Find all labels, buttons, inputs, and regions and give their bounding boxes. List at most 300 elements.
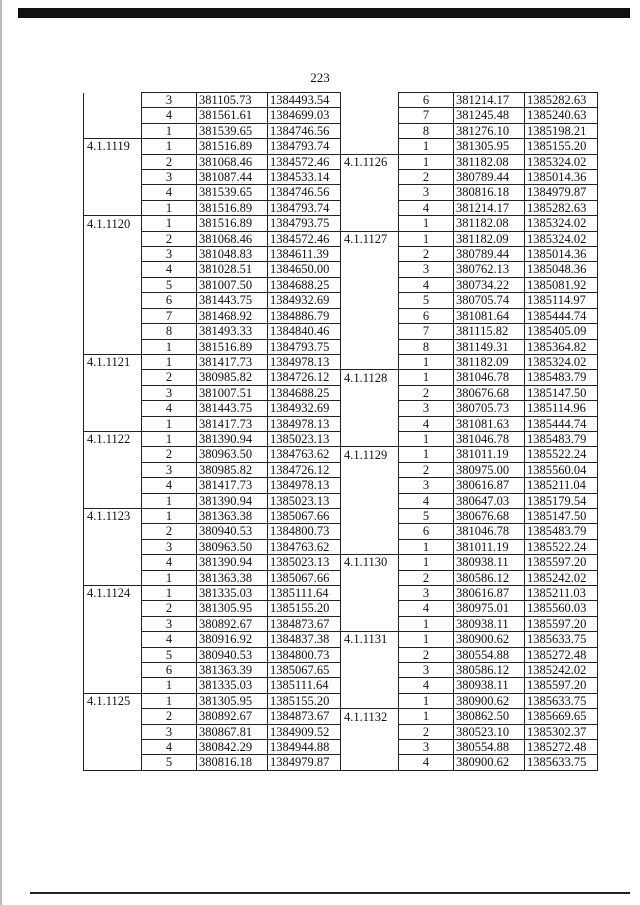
x-coordinate-cell: 380705.73 [454,401,525,416]
table-row [341,478,598,493]
y-coordinate-cell: 1384978.13 [268,478,341,493]
x-coordinate-cell: 381007.51 [197,385,268,400]
x-coordinate-cell: 380900.62 [454,693,525,708]
y-coordinate-cell: 1384909.52 [268,724,341,739]
x-coordinate-cell: 380985.82 [197,462,268,477]
table-row [341,647,598,662]
parcel-id-cell [341,339,399,354]
y-coordinate-cell: 1385522.24 [525,539,598,554]
table-row [84,416,341,431]
x-coordinate-cell: 381516.89 [197,139,268,154]
y-coordinate-cell: 1385048.36 [525,262,598,277]
table-row [84,709,341,724]
x-coordinate-cell: 381539.65 [197,123,268,138]
parcel-id-cell [341,324,399,339]
point-number-cell: 1 [142,354,197,369]
y-coordinate-cell: 1385324.02 [525,216,598,231]
point-number-cell: 4 [142,108,197,123]
table-row [84,647,341,662]
parcel-id-cell: 4.1.1124 [84,586,142,601]
y-coordinate-cell: 1384688.25 [268,385,341,400]
y-coordinate-cell: 1384793.75 [268,339,341,354]
point-number-cell: 5 [142,647,197,662]
y-coordinate-cell: 1385633.75 [525,632,598,647]
point-number-cell: 1 [399,354,454,369]
table-row [341,755,598,770]
y-coordinate-cell: 1385067.66 [268,508,341,523]
parcel-id-cell [341,416,399,431]
x-coordinate-cell: 381214.17 [454,200,525,215]
table-row [84,447,341,462]
table-row [84,478,341,493]
table-row [341,93,598,108]
y-coordinate-cell: 1385023.13 [268,555,341,570]
table-row [84,170,341,185]
x-coordinate-cell: 381182.08 [454,216,525,231]
point-number-cell: 4 [142,478,197,493]
y-coordinate-cell: 1384699.03 [268,108,341,123]
table-row [84,93,341,108]
table-row [341,216,598,231]
x-coordinate-cell: 381493.33 [197,324,268,339]
parcel-id-cell: 4.1.1130 [341,555,399,570]
x-coordinate-cell: 381390.94 [197,431,268,446]
point-number-cell: 5 [399,508,454,523]
parcel-id-cell [341,570,399,585]
table-row [84,231,341,246]
x-coordinate-cell: 380940.53 [197,524,268,539]
x-coordinate-cell: 381046.78 [454,524,525,539]
table-row [341,570,598,585]
parcel-id-cell [84,632,142,647]
point-number-cell: 1 [142,431,197,446]
point-number-cell: 1 [142,216,197,231]
y-coordinate-cell: 1384746.56 [268,185,341,200]
parcel-id-cell [84,524,142,539]
y-coordinate-cell: 1385198.21 [525,123,598,138]
parcel-id-cell [84,185,142,200]
x-coordinate-cell: 381276.10 [454,123,525,138]
y-coordinate-cell: 1384978.13 [268,416,341,431]
x-coordinate-cell: 381105.73 [197,93,268,108]
y-coordinate-cell: 1385633.75 [525,755,598,770]
point-number-cell: 4 [399,678,454,693]
parcel-id-cell: 4.1.1122 [84,431,142,446]
x-coordinate-cell: 381182.09 [454,231,525,246]
parcel-id-cell [341,539,399,554]
table-row [84,693,341,708]
parcel-id-cell [84,755,142,770]
table-row [341,401,598,416]
x-coordinate-cell: 381081.64 [454,308,525,323]
table-row [84,354,341,369]
y-coordinate-cell: 1385023.13 [268,431,341,446]
point-number-cell: 1 [142,508,197,523]
parcel-id-cell: 4.1.1131 [341,632,399,647]
point-number-cell: 1 [142,139,197,154]
point-number-cell: 4 [142,632,197,647]
parcel-id-cell [84,277,142,292]
parcel-id-cell [84,154,142,169]
y-coordinate-cell: 1384793.74 [268,139,341,154]
table-row [84,262,341,277]
table-row [84,570,341,585]
table-row [84,277,341,292]
parcel-id-cell [341,740,399,755]
table-row [341,663,598,678]
x-coordinate-cell: 381443.75 [197,401,268,416]
y-coordinate-cell: 1384688.25 [268,277,341,292]
parcel-id-cell [84,339,142,354]
table-row [341,308,598,323]
y-coordinate-cell: 1384978.13 [268,354,341,369]
table-row [84,385,341,400]
x-coordinate-cell: 380862.50 [454,709,525,724]
x-coordinate-cell: 380900.62 [454,632,525,647]
table-row [341,416,598,431]
x-coordinate-cell: 380900.62 [454,755,525,770]
point-number-cell: 6 [142,293,197,308]
y-coordinate-cell: 1384611.39 [268,247,341,262]
x-coordinate-cell: 381011.19 [454,539,525,554]
parcel-id-cell [84,200,142,215]
table-row [341,123,598,138]
table-row [84,154,341,169]
table-row [84,123,341,138]
x-coordinate-cell: 380867.81 [197,724,268,739]
parcel-id-cell [341,108,399,123]
x-coordinate-cell: 381363.38 [197,570,268,585]
point-number-cell: 4 [142,555,197,570]
parcel-id-cell [341,616,399,631]
parcel-id-cell [84,555,142,570]
point-number-cell: 3 [399,401,454,416]
point-number-cell: 4 [399,416,454,431]
table-row [84,216,341,231]
y-coordinate-cell: 1385272.48 [525,740,598,755]
table-row [341,324,598,339]
y-coordinate-cell: 1385324.02 [525,354,598,369]
coordinates-table-right [340,92,598,771]
point-number-cell: 4 [142,262,197,277]
table-row [84,324,341,339]
x-coordinate-cell: 381007.50 [197,277,268,292]
point-number-cell: 1 [399,154,454,169]
x-coordinate-cell: 381363.39 [197,663,268,678]
x-coordinate-cell: 381011.19 [454,447,525,462]
table-row [341,200,598,215]
point-number-cell: 2 [142,231,197,246]
table-row [341,339,598,354]
parcel-id-cell [84,647,142,662]
y-coordinate-cell: 1385560.03 [525,601,598,616]
x-coordinate-cell: 380616.87 [454,478,525,493]
x-coordinate-cell: 380938.11 [454,616,525,631]
table-row [341,247,598,262]
y-coordinate-cell: 1385211.03 [525,586,598,601]
y-coordinate-cell: 1385302.37 [525,724,598,739]
y-coordinate-cell: 1384979.87 [268,755,341,770]
point-number-cell: 2 [142,447,197,462]
parcel-id-cell [341,354,399,369]
parcel-id-cell [341,200,399,215]
y-coordinate-cell: 1385324.02 [525,154,598,169]
x-coordinate-cell: 380975.00 [454,462,525,477]
parcel-id-cell [84,447,142,462]
y-coordinate-cell: 1384932.69 [268,401,341,416]
y-coordinate-cell: 1385211.04 [525,478,598,493]
bottom-rule [30,892,630,894]
y-coordinate-cell: 1385483.79 [525,370,598,385]
point-number-cell: 4 [399,755,454,770]
parcel-id-cell: 4.1.1123 [84,508,142,523]
x-coordinate-cell: 380842.29 [197,740,268,755]
x-coordinate-cell: 380985.82 [197,370,268,385]
table-row [84,601,341,616]
y-coordinate-cell: 1384873.67 [268,709,341,724]
table-row [341,431,598,446]
parcel-id-cell: 4.1.1129 [341,447,399,462]
point-number-cell: 3 [142,93,197,108]
point-number-cell: 1 [399,431,454,446]
point-number-cell: 4 [142,740,197,755]
point-number-cell: 3 [399,478,454,493]
table-row [84,524,341,539]
parcel-id-cell [341,93,399,108]
parcel-id-cell [84,416,142,431]
table-row [341,462,598,477]
x-coordinate-cell: 381468.92 [197,308,268,323]
point-number-cell: 3 [142,724,197,739]
point-number-cell: 3 [399,663,454,678]
y-coordinate-cell: 1384840.46 [268,324,341,339]
x-coordinate-cell: 380616.87 [454,586,525,601]
parcel-id-cell [341,724,399,739]
table-row [84,755,341,770]
table-row [341,508,598,523]
x-coordinate-cell: 380762.13 [454,262,525,277]
point-number-cell: 4 [142,401,197,416]
x-coordinate-cell: 381046.78 [454,431,525,446]
parcel-id-cell [84,385,142,400]
x-coordinate-cell: 380975.01 [454,601,525,616]
parcel-id-cell [341,308,399,323]
point-number-cell: 1 [399,139,454,154]
y-coordinate-cell: 1385147.50 [525,385,598,400]
y-coordinate-cell: 1384932.69 [268,293,341,308]
parcel-id-cell [341,185,399,200]
y-coordinate-cell: 1384837.38 [268,632,341,647]
parcel-id-cell [84,108,142,123]
parcel-id-cell [341,755,399,770]
table-row [341,524,598,539]
y-coordinate-cell: 1385111.64 [268,586,341,601]
x-coordinate-cell: 381417.73 [197,354,268,369]
y-coordinate-cell: 1385483.79 [525,431,598,446]
x-coordinate-cell: 381087.44 [197,170,268,185]
table-row [84,740,341,755]
parcel-id-cell: 4.1.1121 [84,354,142,369]
x-coordinate-cell: 380676.68 [454,385,525,400]
point-number-cell: 1 [142,123,197,138]
y-coordinate-cell: 1384763.62 [268,539,341,554]
parcel-id-cell: 4.1.1128 [341,370,399,385]
point-number-cell: 5 [399,293,454,308]
parcel-id-cell [341,401,399,416]
parcel-id-cell [84,678,142,693]
parcel-id-cell [341,601,399,616]
parcel-id-cell [84,663,142,678]
x-coordinate-cell: 381214.17 [454,93,525,108]
y-coordinate-cell: 1384886.79 [268,308,341,323]
point-number-cell: 7 [399,108,454,123]
x-coordinate-cell: 381363.38 [197,508,268,523]
point-number-cell: 2 [399,170,454,185]
parcel-id-cell [341,493,399,508]
y-coordinate-cell: 1384800.73 [268,647,341,662]
y-coordinate-cell: 1385483.79 [525,524,598,539]
parcel-id-cell: 4.1.1132 [341,709,399,724]
parcel-id-cell [84,709,142,724]
table-row [341,447,598,462]
table-row [341,139,598,154]
x-coordinate-cell: 380789.44 [454,247,525,262]
parcel-id-cell [84,170,142,185]
y-coordinate-cell: 1385272.48 [525,647,598,662]
y-coordinate-cell: 1384726.12 [268,370,341,385]
y-coordinate-cell: 1384650.00 [268,262,341,277]
x-coordinate-cell: 380554.88 [454,647,525,662]
y-coordinate-cell: 1385179.54 [525,493,598,508]
table-row [84,339,341,354]
y-coordinate-cell: 1384793.75 [268,216,341,231]
x-coordinate-cell: 381068.46 [197,231,268,246]
point-number-cell: 1 [142,200,197,215]
parcel-id-cell [84,231,142,246]
point-number-cell: 1 [399,616,454,631]
parcel-id-cell [341,431,399,446]
parcel-id-cell [341,647,399,662]
parcel-id-cell [84,601,142,616]
parcel-id-cell [341,277,399,292]
parcel-id-cell [341,478,399,493]
table-row [84,724,341,739]
y-coordinate-cell: 1385282.63 [525,93,598,108]
point-number-cell: 3 [142,616,197,631]
table-row [341,354,598,369]
point-number-cell: 1 [142,339,197,354]
x-coordinate-cell: 381305.95 [197,693,268,708]
x-coordinate-cell: 381561.61 [197,108,268,123]
table-row [341,724,598,739]
x-coordinate-cell: 380940.53 [197,647,268,662]
y-coordinate-cell: 1384763.62 [268,447,341,462]
point-number-cell: 2 [399,647,454,662]
parcel-id-cell [84,123,142,138]
y-coordinate-cell: 1385023.13 [268,493,341,508]
x-coordinate-cell: 380816.18 [197,755,268,770]
point-number-cell: 8 [142,324,197,339]
point-number-cell: 1 [399,216,454,231]
x-coordinate-cell: 380523.10 [454,724,525,739]
table-row [84,586,341,601]
point-number-cell: 3 [399,740,454,755]
point-number-cell: 2 [399,462,454,477]
table-row [341,693,598,708]
y-coordinate-cell: 1385081.92 [525,277,598,292]
point-number-cell: 1 [399,693,454,708]
point-number-cell: 2 [142,709,197,724]
table-row [84,555,341,570]
y-coordinate-cell: 1385324.02 [525,231,598,246]
table-row [84,185,341,200]
x-coordinate-cell: 381516.89 [197,339,268,354]
parcel-id-cell [84,247,142,262]
point-number-cell: 2 [399,570,454,585]
point-number-cell: 2 [399,247,454,262]
x-coordinate-cell: 381390.94 [197,555,268,570]
y-coordinate-cell: 1384493.54 [268,93,341,108]
scan-top-border [18,8,630,18]
y-coordinate-cell: 1385111.64 [268,678,341,693]
point-number-cell: 3 [142,247,197,262]
table-row [341,709,598,724]
y-coordinate-cell: 1385597.20 [525,555,598,570]
point-number-cell: 3 [142,462,197,477]
parcel-id-cell [341,170,399,185]
x-coordinate-cell: 380938.11 [454,678,525,693]
parcel-id-cell [84,570,142,585]
point-number-cell: 1 [399,447,454,462]
parcel-id-cell [84,724,142,739]
y-coordinate-cell: 1385067.65 [268,663,341,678]
table-row [84,247,341,262]
table-row [341,493,598,508]
y-coordinate-cell: 1385014.36 [525,247,598,262]
table-row [341,616,598,631]
point-number-cell: 2 [142,524,197,539]
point-number-cell: 2 [142,154,197,169]
parcel-id-cell [84,293,142,308]
table-row [84,139,341,154]
y-coordinate-cell: 1385444.74 [525,416,598,431]
parcel-id-cell [341,462,399,477]
parcel-id-cell [84,262,142,277]
parcel-id-cell [341,262,399,277]
table-row [341,539,598,554]
table-row [341,185,598,200]
y-coordinate-cell: 1385155.20 [268,601,341,616]
x-coordinate-cell: 381417.73 [197,416,268,431]
point-number-cell: 2 [399,385,454,400]
y-coordinate-cell: 1385597.20 [525,678,598,693]
y-coordinate-cell: 1385240.63 [525,108,598,123]
table-row [84,308,341,323]
parcel-id-cell [341,139,399,154]
x-coordinate-cell: 381305.95 [454,139,525,154]
x-coordinate-cell: 381046.78 [454,370,525,385]
x-coordinate-cell: 380789.44 [454,170,525,185]
y-coordinate-cell: 1385669.65 [525,709,598,724]
point-number-cell: 5 [142,755,197,770]
y-coordinate-cell: 1384979.87 [525,185,598,200]
table-row [341,277,598,292]
parcel-id-cell [341,216,399,231]
x-coordinate-cell: 381182.08 [454,154,525,169]
parcel-id-cell [341,524,399,539]
point-number-cell: 1 [399,632,454,647]
parcel-id-cell [341,586,399,601]
